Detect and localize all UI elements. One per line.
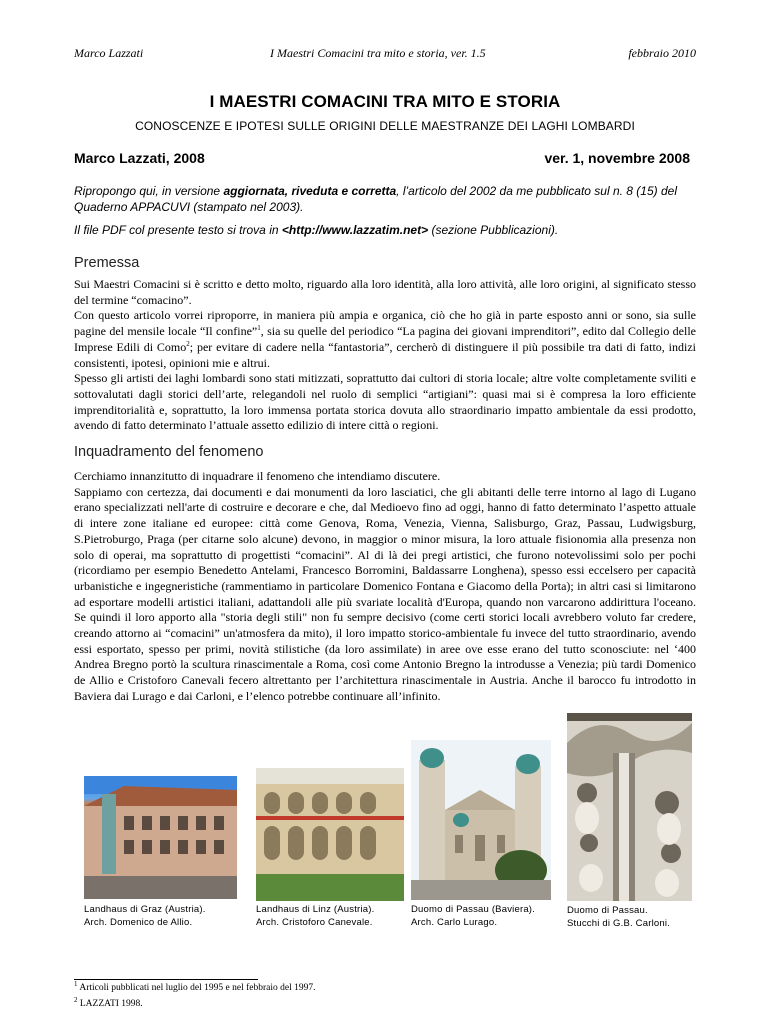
paragraph: Cerchiamo innanzitutto di inquadrare il fenomeno che intendiamo discutere. [74,469,441,483]
intro-text: , l’articolo del 2002 da me pubblicato sul n. 8 (15) del Quaderno APPACUVI (stampato nel 2003). [74,184,677,214]
section-heading-inquadramento: Inquadramento del fenomeno [74,444,264,460]
footnote-number: 2 [74,995,78,1004]
figure-caption [411,903,535,929]
paragraph: Spesso gli artisti dei laghi lombardi sono stati mitizzati, soprattutto dai cultori di storia locale; altre volte completamente sviliti e sottovalutati dagli storici dell’arte, relegandoli nel ruolo di semplici “artigiani”: quasi mai si è compresa la loro efficiente imprenditorialità e, soprattutto, la loro immensa portata storica dovuta allo straordinario impatto ambientale da essi prodotto, avendo di fatto determinato l’attuale assetto edilizio di intere città o regioni. [74,371,696,433]
footnote-ref[interactable]: 2 [186,339,190,348]
caption-line: Landhaus di Graz (Austria). [84,904,206,915]
paragraph-text: ; per evitare di cadere nella “fantastoria”, cercherò di distinguere il più possibile tra dati di fatto, indizi consistenti, ipotesi, opinioni mie e altrui. [74,339,696,370]
caption-line: Duomo di Passau (Baviera). [411,904,536,915]
header-author: Marco Lazzati [74,46,144,60]
caption-line: Duomo di Passau. [567,905,648,916]
header-date: febbraio 2010 [628,46,696,60]
section-body-premessa [74,277,696,434]
photo-landhaus-linz [256,768,404,901]
intro-text: Ripropongo qui, in versione [74,184,224,198]
caption-line: Arch. Domenico de Allio. [84,917,193,928]
running-header [74,46,696,62]
footnote-divider [74,979,258,980]
photo-duomo-passau [411,740,551,900]
intro-emphasis: aggiornata, riveduta e corretta [223,184,397,198]
figure-caption [567,904,670,930]
paragraph: Sui Maestri Comacini si è scritto e detto molto, riguardo alla loro identità, alla loro attività, alle loro origini, al significato stesso del termine “comacino”. [74,277,696,307]
intro-link-paragraph [74,222,692,238]
footnote-ref[interactable]: 1 [257,324,261,333]
section-heading-premessa: Premessa [74,255,140,271]
intro-paragraph [74,183,692,215]
byline [74,150,690,168]
byline-author: Marco Lazzati, 2008 [74,150,205,166]
footnote-text: Articoli pubblicati nel luglio del 1995 e nel febbraio del 1997. [79,983,316,993]
figure-caption [84,903,206,929]
intro-text: Il file PDF col presente testo si trova in [74,223,282,237]
header-title: I Maestri Comacini tra mito e storia, ver. 1.5 [270,46,486,60]
paragraph: Sappiamo con certezza, dai documenti e dai monumenti da loro lasciatici, che gli abitanti delle terre intorno al lago di Lugano erano specializzati nell'arte di costruire e decorare e che, dal Medioevo fino ad oggi, hanno di fatto determinato l’aspetto attuale di intere zone italiane ed europee: città come Genova, Roma, Venezia, Vienna, Salisburgo, Graz, Passau, Ludwigsburg, S.Pietroburgo, Praga (per citarne solo alcune) devono, in maggior o minor misura, la loro attuale fisionomia alla presenza non solo di operai, ma soprattutto di progettisti “comacini”. Al di là dei pregi artistici, che furono notevolissimi solo per pochi (ricordiamo per esempio Benedetto Antelami, Francesco Borromini, Baldassarre Longhena), spesso essi eccelsero per capacità urbanistiche e ingegneristiche (rammentiamo in particolare Domenico Fontana e Giacomo della Porta); in altri casi si limitarono ad esportare modelli artistici italiani, adattandoli alle più svariate località d'Europa, quando non varcarono addirittura l'oceano. Se quindi il loro apporto alla "storia degli stili" non fu sempre decisivo (come certi storici locali avrebbero voluto far credere, creando attorno ai “comacini” un'atmosfera da mito), il loro impatto storico-ambientale fu invece del tutto straordinario, avendo essi esportato, spesso per primi, novità stilistiche (da loro assimilate) in aree ove esse erano del tutto sconosciute: nel ‘400 Andrea Bregno portò la scultura rinascimentale a Roma, così come Antonio Bregno la introdusse a Venezia; più tardi Domenico de Allio e Cristoforo Canevali fecero altrettanto per l’architettura rinascimentale in Austria. Anche il barocco fu introdotto in Baviera dai Lurago e dai Carloni, e l’elenco potrebbe continuare all’infinito. [74,484,696,703]
byline-version: ver. 1, novembre 2008 [544,150,690,166]
paragraph-text: , sia su quelle del periodico “La pagina dei giovani imprenditori”, edito dal Collegio delle Imprese Edili di Como [74,324,696,354]
caption-line: Arch. Carlo Lurago. [411,917,498,928]
document-subtitle: CONOSCENZE E IPOTESI SULLE ORIGINI DELLE MAESTRANZE DEI LAGHI LOMBARDI [135,119,635,133]
caption-line: Stucchi di G.B. Carloni. [567,918,671,929]
photo-stucchi-passau [567,713,692,901]
caption-line: Landhaus di Linz (Austria). [256,904,375,915]
footnote-text: LAZZATI 1998. [79,999,143,1009]
caption-line: Arch. Cristoforo Canevale. [256,917,373,928]
paragraph-text: Con questo articolo vorrei riproporre, in maniera più ampia e organica, ciò che ho già in parte esposto anni or sono, sia sulle pagine del mensile locale “Il confine” [74,308,696,339]
paragraph [74,308,696,371]
intro-text: (sezione Pubblicazioni). [428,223,559,237]
photo-landhaus-graz [84,776,237,899]
footnote-number: 1 [74,979,78,988]
section-body-inquadramento [74,469,696,705]
footnote [74,995,143,1009]
document-title: I MAESTRI COMACINI TRA MITO E STORIA [209,92,561,111]
website-link[interactable]: <http://www.lazzatim.net> [281,223,429,237]
figure-caption [256,903,374,929]
footnote [74,979,316,993]
